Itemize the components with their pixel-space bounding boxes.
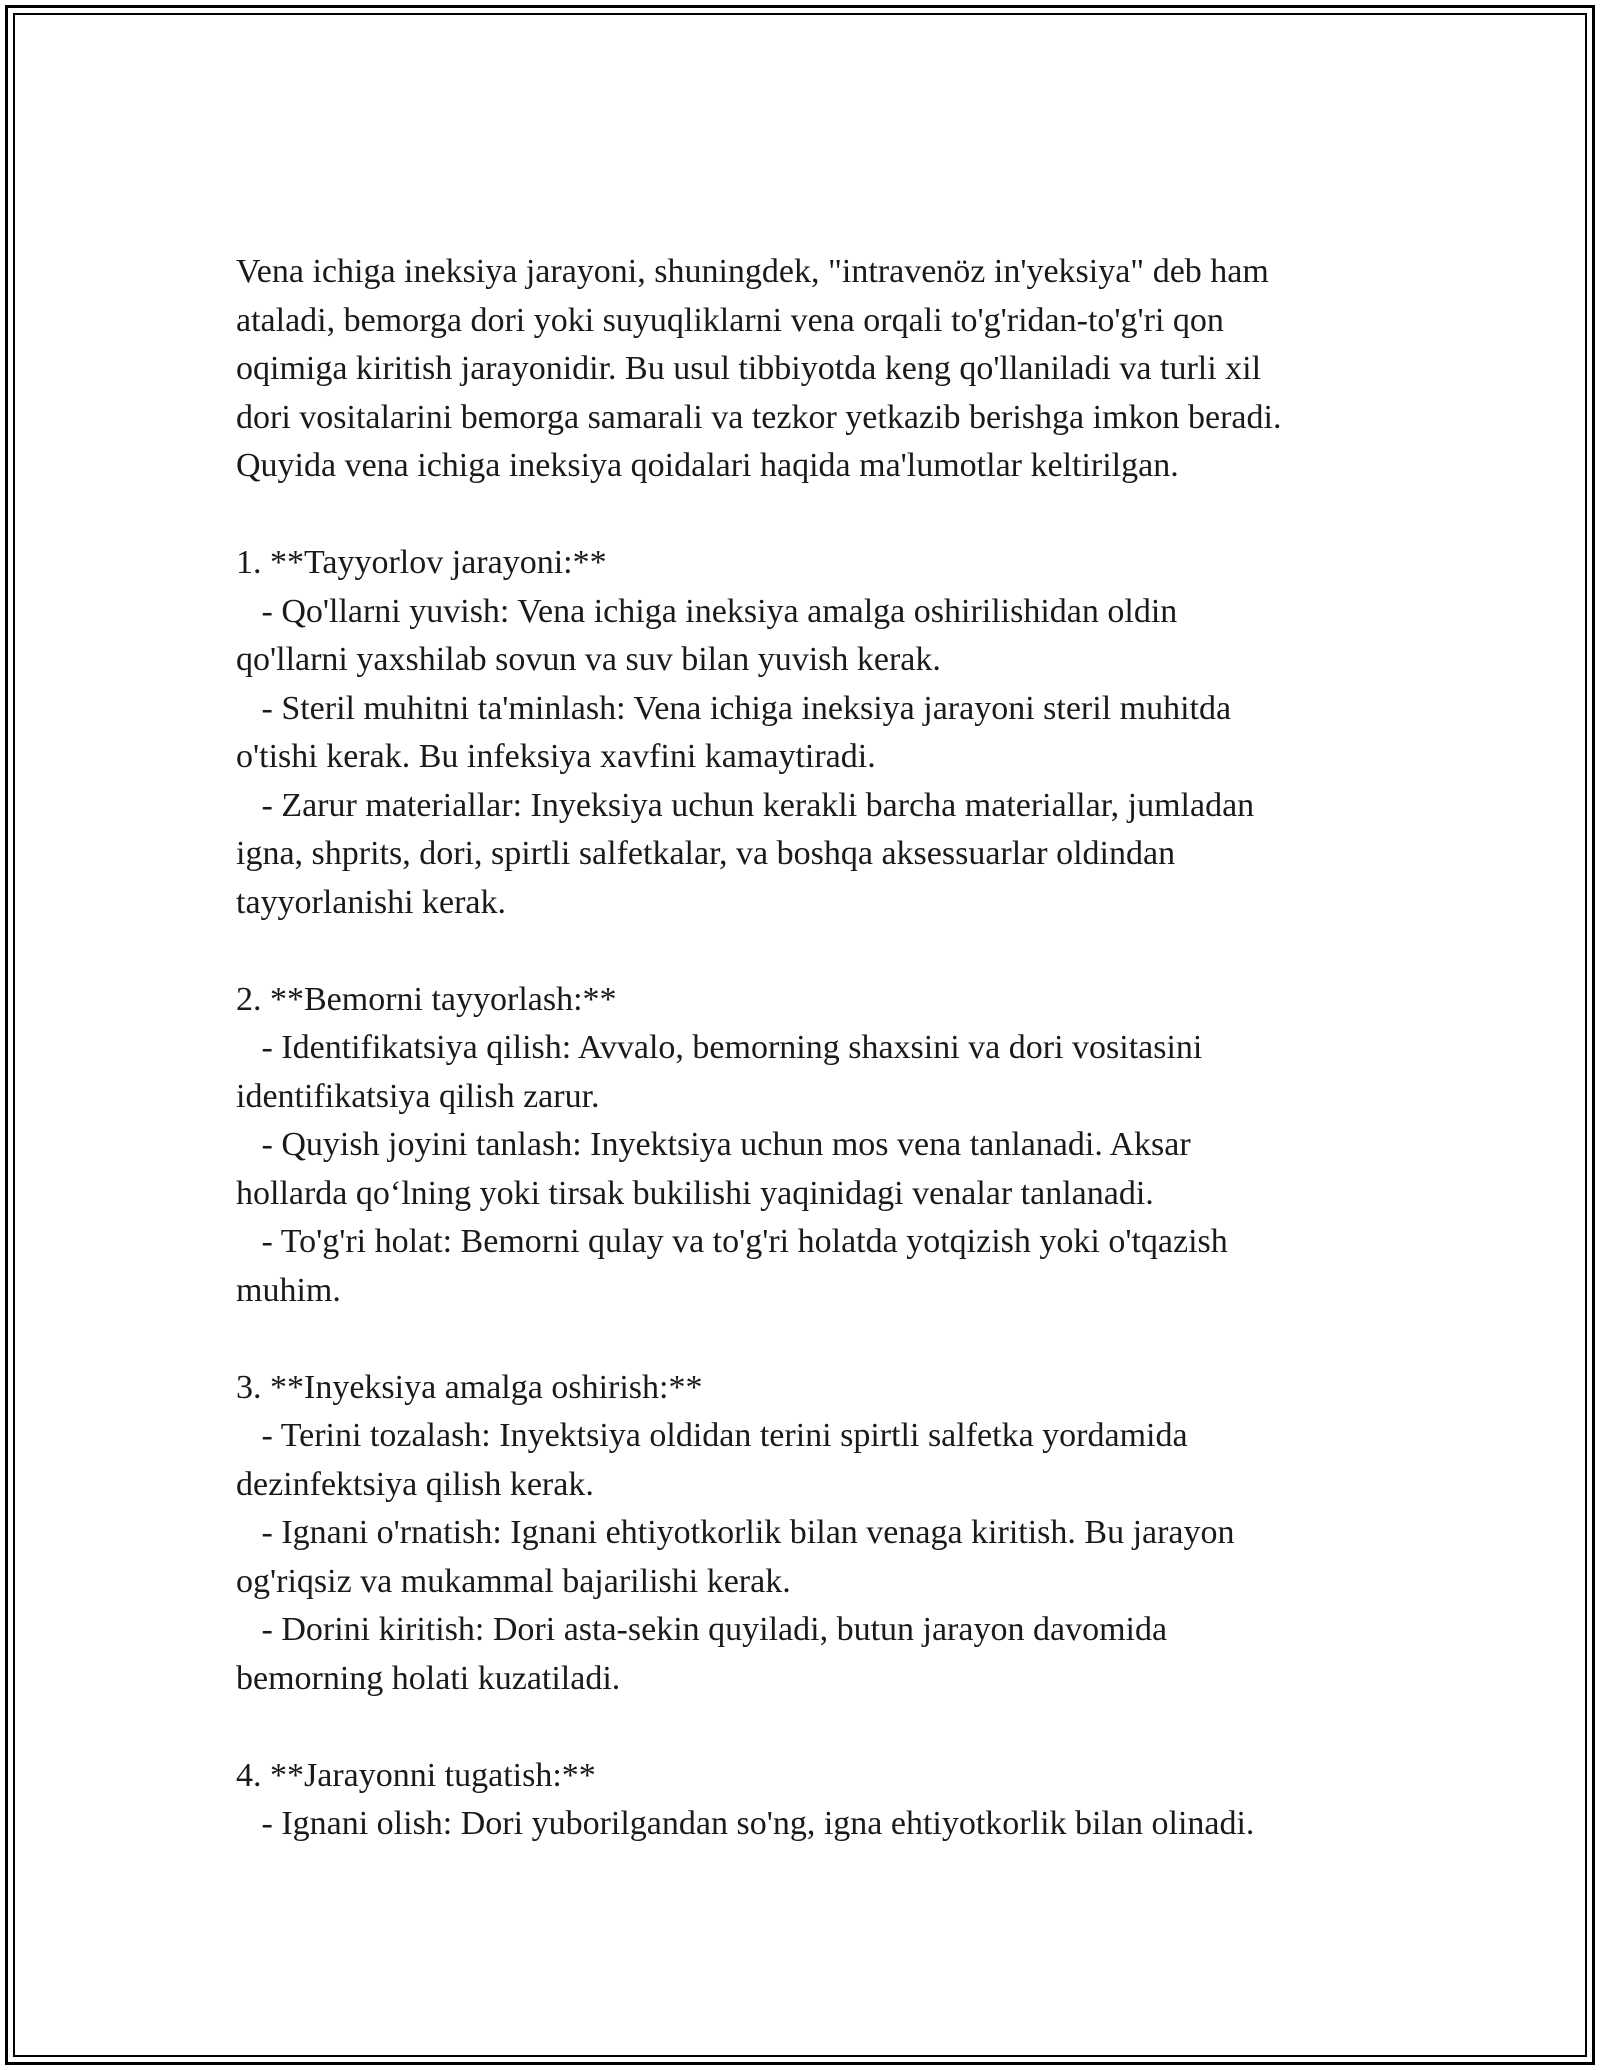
blank-line bbox=[236, 491, 1416, 540]
list-item-line: - Qo'llarni yuvish: Vena ichiga ineksiya amalga oshirilishidan oldin bbox=[236, 592, 1178, 630]
list-item-line: og'riqsiz va mukammal bajarilishi kerak. bbox=[236, 1562, 791, 1600]
section-heading: 1. **Tayyorlov jarayoni:** bbox=[236, 544, 607, 581]
list-item-line: - Ignani o'rnatish: Ignani ehtiyotkorlik bilan venaga kiritish. Bu jarayon bbox=[236, 1514, 1235, 1551]
section-heading: 4. **Jarayonni tugatish:** bbox=[236, 1756, 596, 1794]
list-item-line: qo'llarni yaxshilab sovun va suv bilan yuvish kerak. bbox=[236, 641, 941, 678]
list-item-line: - Identifikatsiya qilish: Avvalo, bemorning shaxsini va dori vositasini bbox=[236, 1029, 1203, 1066]
list-item-line: o'tishi kerak. Bu infeksiya xavfini kamaytiradi. bbox=[236, 738, 876, 775]
blank-line bbox=[236, 1315, 1416, 1364]
list-item-line: - Terini tozalash: Inyektsiya oldidan terini spirtli salfetka yordamida bbox=[236, 1417, 1188, 1454]
list-item-line: - Dorini kiritish: Dori asta-sekin quyiladi, butun jarayon davomida bbox=[236, 1611, 1168, 1648]
blank-line bbox=[236, 927, 1416, 976]
list-item-line: - Ignani olish: Dori yuborilgandan so'ng, igna ehtiyotkorlik bilan olinadi. bbox=[236, 1805, 1255, 1842]
list-item-line: bemorning holati kuzatiladi. bbox=[236, 1659, 621, 1697]
list-item-line: identifikatsiya qilish zarur. bbox=[236, 1077, 600, 1115]
text-line: ataladi, bemorga dori yoki suyuqliklarni vena orqali to'g'ridan-to'g'ri qon bbox=[236, 301, 1224, 339]
section-heading: 2. **Bemorni tayyorlash:** bbox=[236, 980, 617, 1018]
text-line: dori vositalarini bemorga samarali va tezkor yetkazib berishga imkon beradi. bbox=[236, 398, 1282, 436]
text-line: Quyida vena ichiga ineksiya qoidalari haqida ma'lumotlar keltirilgan. bbox=[236, 447, 1179, 484]
list-item-line: igna, shprits, dori, spirtli salfetkalar, va boshqa aksessuarlar oldindan bbox=[236, 835, 1176, 872]
list-item-line: muhim. bbox=[236, 1271, 341, 1309]
section-heading: 3. **Inyeksiya amalga oshirish:** bbox=[236, 1368, 703, 1406]
list-item-line: - Zarur materiallar: Inyeksiya uchun kerakli barcha materiallar, jumladan bbox=[236, 786, 1255, 824]
list-item-line: - Quyish joyini tanlash: Inyektsiya uchun mos vena tanlanadi. Aksar bbox=[236, 1126, 1191, 1163]
list-item-line: dezinfektsiya qilish kerak. bbox=[236, 1465, 594, 1503]
list-item-line: - To'g'ri holat: Bemorni qulay va to'g'ri holatda yotqizish yoki o'tqazish bbox=[236, 1223, 1228, 1260]
list-item-line: tayyorlanishi kerak. bbox=[236, 883, 507, 921]
text-line: Vena ichiga ineksiya jarayoni, shuningdek, "intravenöz in'yeksiya" deb ham bbox=[236, 253, 1269, 290]
text-line: oqimiga kiritish jarayonidir. Bu usul tibbiyotda keng qo'llaniladi va turli xil bbox=[236, 350, 1262, 387]
list-item-line: hollarda qo‘lning yoki tirsak bukilishi yaqinidagi venalar tanlanadi. bbox=[236, 1174, 1154, 1212]
list-item-line: - Steril muhitni ta'minlash: Vena ichiga ineksiya jarayoni steril muhitda bbox=[236, 689, 1232, 727]
blank-line bbox=[236, 1703, 1416, 1752]
document-body bbox=[236, 248, 1416, 1849]
